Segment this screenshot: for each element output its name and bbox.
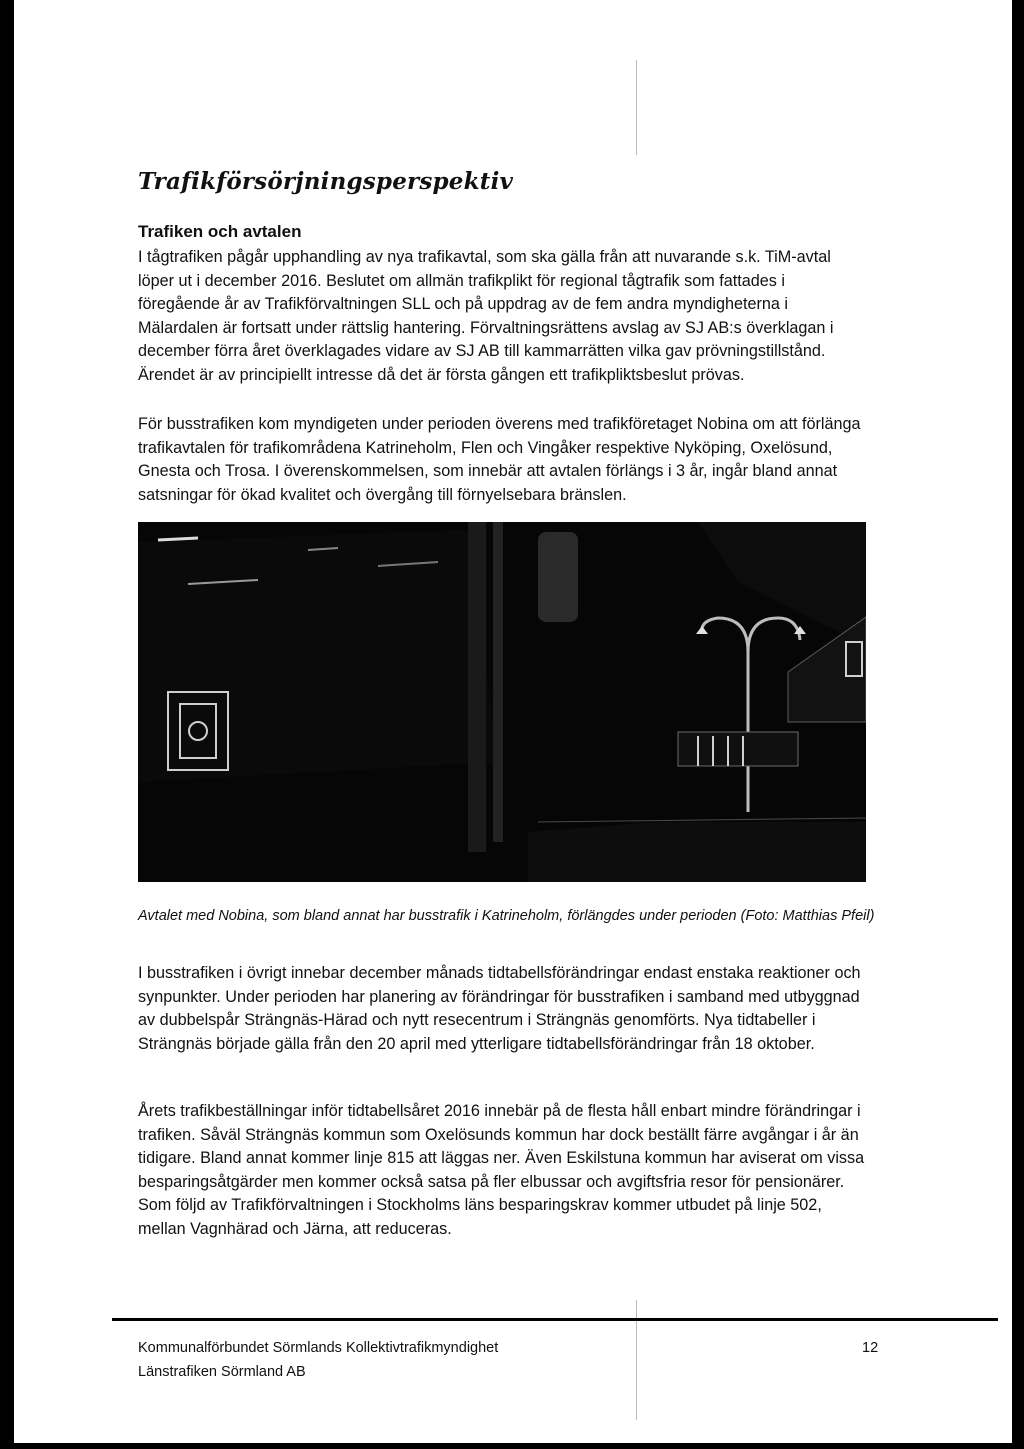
- footer-divider: [112, 1318, 998, 1321]
- bus-photo-illustration: [138, 522, 866, 882]
- footer-company: Länstrafiken Sörmland AB: [138, 1364, 306, 1380]
- paragraph-bus-contracts: För busstrafiken kom myndigeten under perioden överens med trafikföretaget Nobina om att förlänga trafikavtalen för trafikområdena Katrineholm, Flen och Vingåker respektive Nyköping, Oxelösund, Gnesta och Trosa. I överenskommelsen, som innebär att avtalen förlängs i 3 år, ingår bland annat satsningar för ökad kvalitet och övergång till förnyelsebara bränslen.: [138, 415, 861, 504]
- photo-caption: Avtalet med Nobina, som bland annat har busstrafik i Katrineholm, förlängdes under perioden (Foto: Matthias Pfeil): [138, 908, 875, 924]
- page-number: 12: [862, 1340, 879, 1356]
- paragraph-bus-timetables: I busstrafiken i övrigt innebar december månads tidtabellsförändringar endast enstaka reaktioner och synpunkter. Under perioden har planering av förändringar för busstrafiken i samband med utbyggnad av dubbelspår Strängnäs-Härad och nytt resecentrum i Strängnäs genomförts. Nya tidtabeller i Strängnäs började gälla från den 20 april med ytterligare tidtabellsförändringar från 18 oktober.: [138, 964, 861, 1053]
- section-heading: Trafikförsörjningsperspektiv: [138, 168, 514, 195]
- subheading: Trafiken och avtalen: [138, 222, 302, 241]
- scan-artifact-line: [636, 60, 637, 155]
- paragraph-traffic-orders: Årets trafikbeställningar inför tidtabellsåret 2016 innebär på de flesta håll enbart mindre förändringar i trafiken. Såväl Strängnäs kommun som Oxelösunds kommun har dock beställt färre avgångar i år än tidigare. Bland annat kommer linje 815 att läggas ner. Även Eskilstuna kommun har aviserat om vissa besparingsåtgärder men kommer också satsa på fler elbussar och avgiftsfria resor för pensionärer. Som följd av Trafikförvaltningen i Stockholms läns besparingskrav kommer utbudet på linje 502, mellan Vagnhärad och Järna, att reduceras.: [138, 1102, 865, 1238]
- footer-organization: Kommunalförbundet Sörmlands Kollektivtrafikmyndighet: [138, 1340, 499, 1356]
- bus-photo: [138, 522, 866, 882]
- paragraph-train-traffic: I tågtrafiken pågår upphandling av nya trafikavtal, som ska gälla från att nuvarande s.k. TiM-avtal löper ut i december 2016. Beslutet om allmän trafikplikt för regional tågtrafik som fattades i föregående år av Trafikförvaltningen SLL och på uppdrag av de fem andra myndigheterna i Mälardalen är fortsatt under rättslig hantering. Förvaltningsrättens avslag av SJ AB:s överklagan i december förra året överklagades vidare av SJ AB till kammarrätten vilka gav prövningstillstånd. Ärendet är av principiellt intresse då det är första gången ett trafikpliktsbeslut prövas.: [138, 248, 834, 384]
